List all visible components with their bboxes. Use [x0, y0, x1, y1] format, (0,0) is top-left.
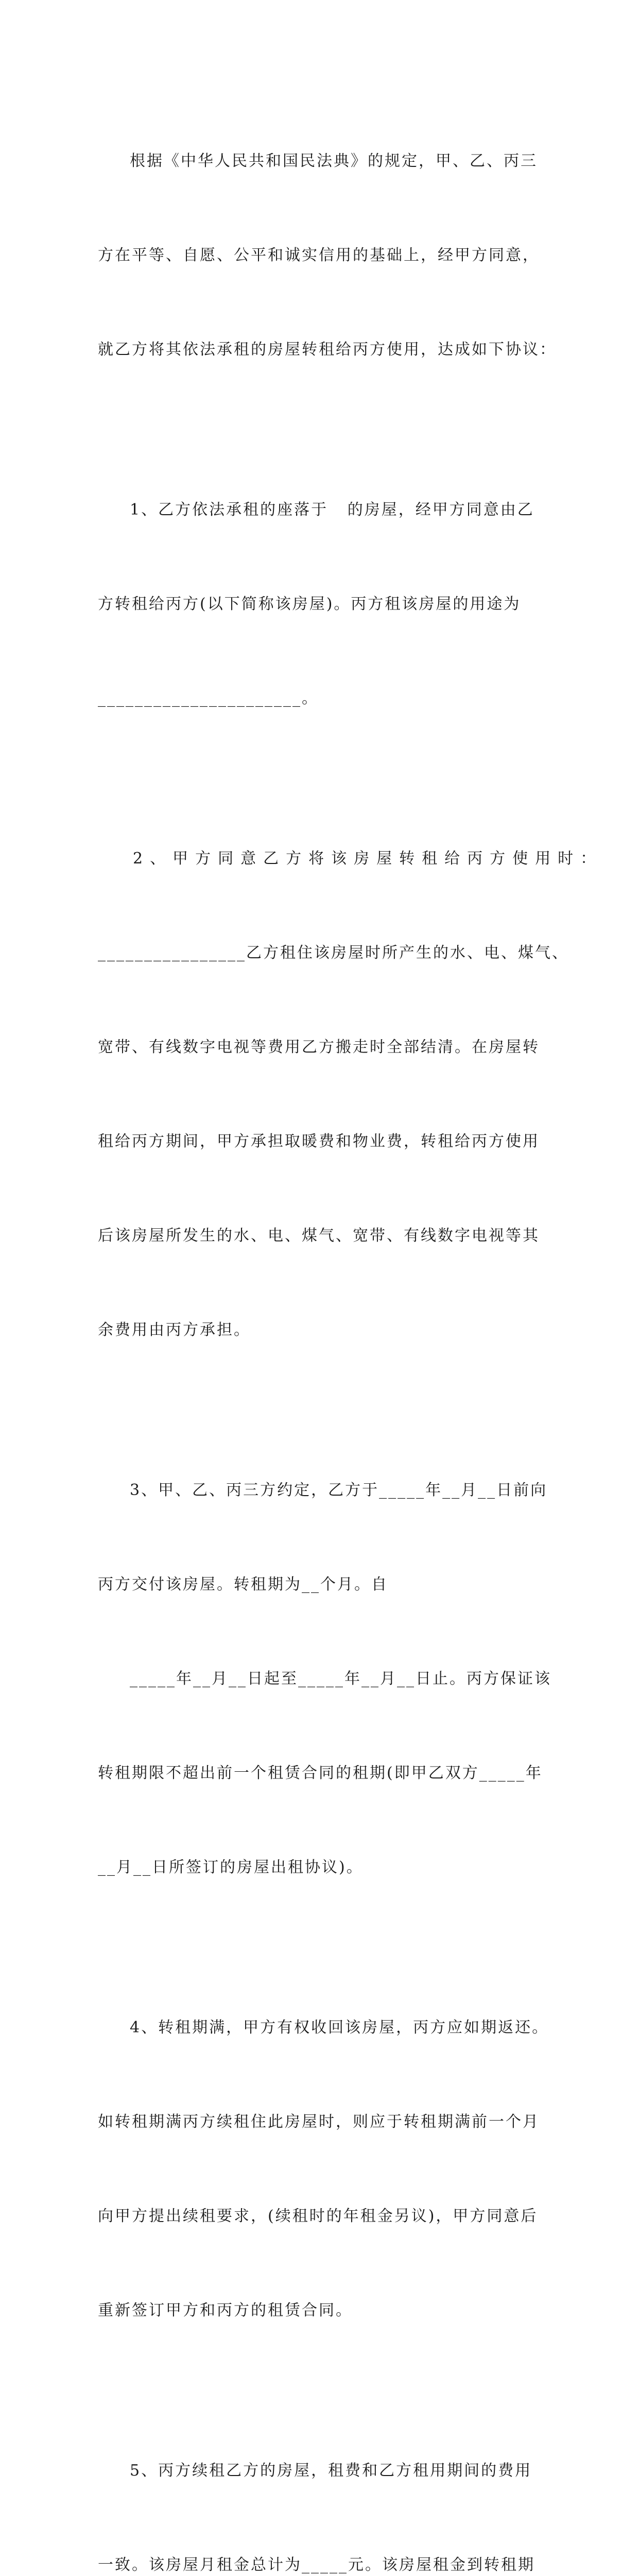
text-line: 丙方交付该房屋。转租期为__个月。自 [98, 1575, 388, 1594]
text-line: 根据《中华人民共和国民法典》的规定，甲、乙、丙三 [130, 152, 538, 170]
text-line: ________________乙方租住该房屋时所产生的水、电、煤气、 [98, 944, 569, 962]
clause-1-paragraph [98, 431, 551, 777]
text-line: 向甲方提出续租要求，(续租时的年租金另议)，甲方同意后 [98, 2207, 538, 2225]
document-body [98, 82, 603, 2576]
text-line: 5、丙方续租乙方的房屋，租费和乙方租用期间的费用 [130, 2462, 532, 2480]
text-line: 就乙方将其依法承租的房屋转租给丙方使用，达成如下协议： [98, 341, 557, 359]
text-line: 后该房屋所发生的水、电、煤气、宽带、有线数字电视等其 [98, 1227, 540, 1245]
text-line: 1、乙方依法承租的座落于 的房屋，经甲方同意由乙 [130, 501, 534, 519]
text-line: 2、甲方同意乙方将该房屋转租给丙方使用时： [133, 850, 603, 868]
text-line: 转租期限不超出前一个租赁合同的租期(即甲乙双方_____年 [98, 1764, 543, 1782]
text-line: 方转租给丙方(以下简称该房屋)。丙方租该房屋的用途为 [98, 595, 521, 613]
text-line: 一致。该房屋月租金总计为_____元。该房屋租金到转租期 [98, 2556, 535, 2574]
text-line: 如转租期满丙方续租住此房屋时，则应于转租期满前一个月 [98, 2113, 540, 2131]
text-line: 4、转租期满，甲方有权收回该房屋，丙方应如期返还。 [130, 2019, 549, 2037]
clause-3-paragraph [98, 1412, 551, 1946]
text-line: ______________________。 [98, 689, 319, 707]
text-line: __月__日所签订的房屋出租协议)。 [98, 1858, 364, 1876]
clause-4-paragraph [98, 1949, 551, 2389]
clause-5-paragraph [98, 2392, 551, 2576]
text-line: 宽带、有线数字电视等费用乙方搬走时全部结清。在房屋转 [98, 1038, 540, 1056]
text-line: 3、甲、乙、丙三方约定，乙方于_____年__月__日前向 [130, 1481, 548, 1499]
text-line: _____年__月__日起至_____年__月__日止。丙方保证该 [130, 1670, 551, 1688]
intro-paragraph [98, 82, 557, 428]
text-line: 重新签订甲方和丙方的租赁合同。 [98, 2301, 353, 2319]
clause-2-paragraph [98, 780, 603, 1409]
text-line: 方在平等、自愿、公平和诚实信用的基础上，经甲方同意， [98, 246, 540, 264]
text-line: 余费用由丙方承担。 [98, 1321, 251, 1339]
text-line: 租给丙方期间，甲方承担取暖费和物业费，转租给丙方使用 [98, 1132, 540, 1150]
